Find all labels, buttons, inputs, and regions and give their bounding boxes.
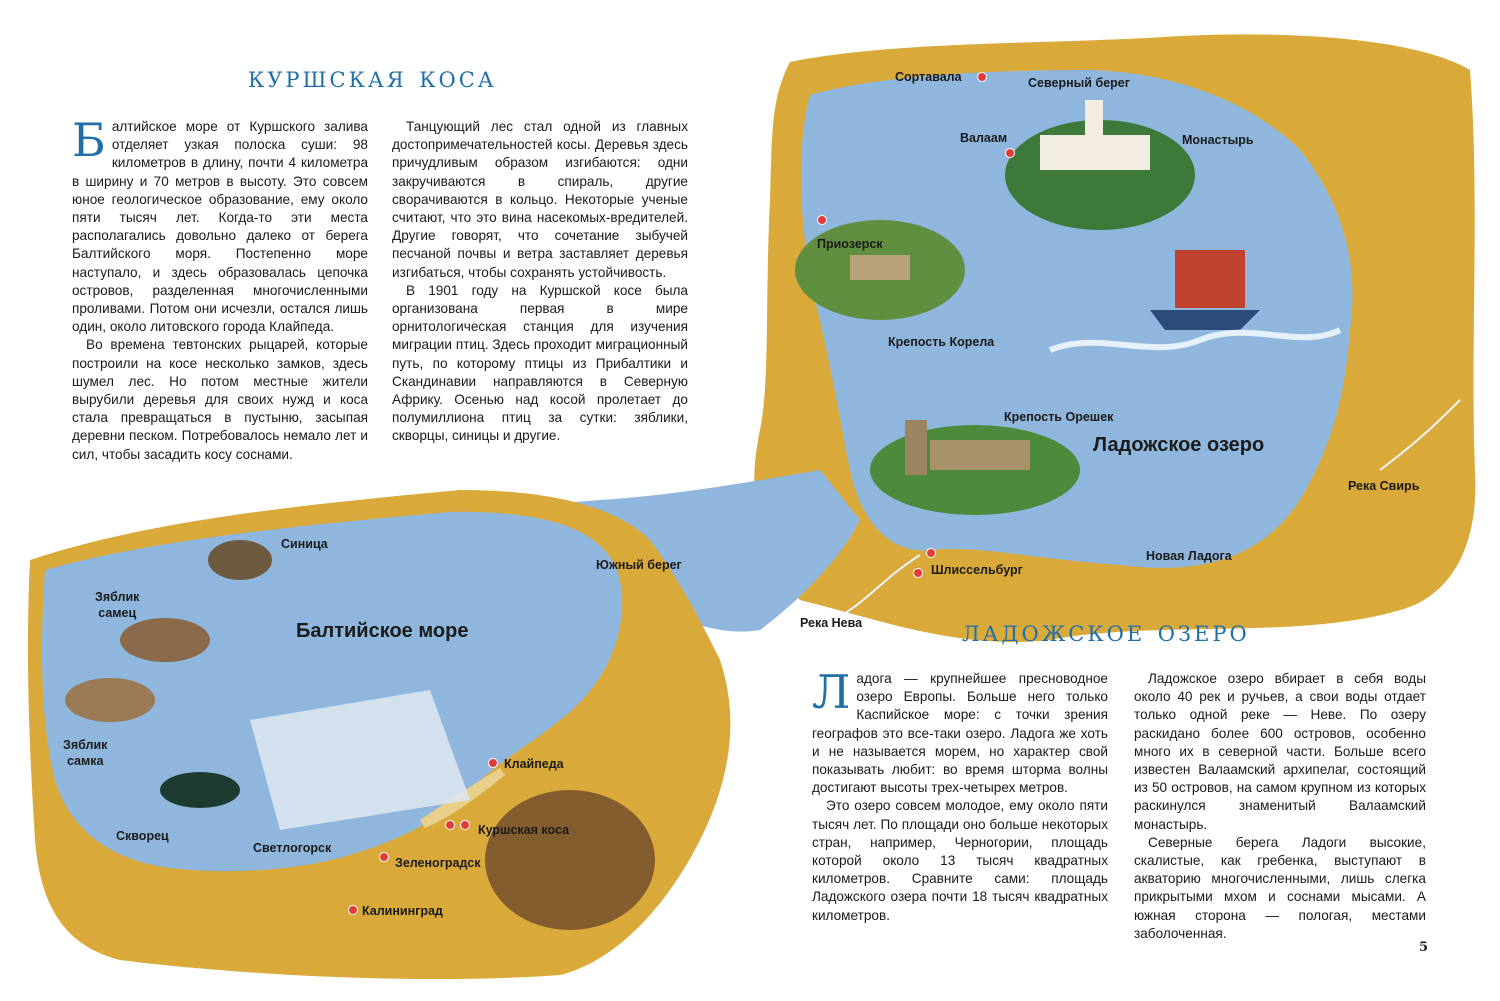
label-zyablik-female: Зяблик самка bbox=[63, 738, 108, 768]
label-sortavala: Сортавала bbox=[895, 70, 962, 84]
paragraph-text: адога — крупнейшее пресноводное озеро Европы. Больше него только Каспийское море: с точки зрения географов это все-таки озеро. Ладога же хоть и не называется морем, но характер свой показывать любит: во время шторма волны достигают высоты трех-четырех метров. bbox=[812, 671, 1108, 796]
dropcap: Б bbox=[72, 113, 106, 167]
kurshskaya-col1-p2: Во времена тевтонских рыцарей, которые построили на косе несколько замков, здесь шумел лес. Но потом местные жители вырубили деревья для своих нужд и коса стала превращаться в пустыню, засыпая деревни песком. Потребовалось немало лет и сил, чтобы засадить косу соснами. bbox=[72, 337, 368, 462]
label-valaam: Валаам bbox=[960, 131, 1008, 145]
zyablik-male-bird bbox=[120, 618, 210, 662]
kurshskaya-title: куршская коса bbox=[248, 60, 497, 95]
paragraph-text: алтийское море от Куршского залива отделяет узкая полоска суши: 98 километров в длину, почти 4 километра в ширину и 70 метров в высоту. Это совсем юное геологическое образование, ему около пяти тысяч лет. Когда-то эти места располагались довольно далеко от берега Балтийского моря. Постепенно море наступало, и здесь образовалась цепочка островов, разделенная многочисленными проливами. Потом они исчезли, остался лишь один, около литовского города Клайпеда. bbox=[72, 119, 368, 335]
label-ladoga-lake: Ладожское озеро bbox=[1093, 434, 1265, 456]
kaliningrad-marker bbox=[348, 905, 358, 915]
label-neva: Река Нева bbox=[800, 616, 863, 630]
ladoga-col2-p1: Ладожское озеро вбирает в себя воды около 40 рек и ручьев, а свои воды отдает только одной реке — Неве. По озеру раскидано более 600 островов, особенно много их в северной части. Больше всего известен Валаамский архипелаг, состоящий из 50 островов, на самом крупном из которых раскинулся знаменитый Валаамский монастырь. bbox=[1134, 671, 1426, 832]
ladoga-col2-p2: Северные берега Ладоги высокие, скалистые, как гребенка, выступают в акваторию многочисленными, лишь слегка прикрытыми мхом и соснами мысами. А южная сторона — пологая, местами заболоченная. bbox=[1134, 834, 1426, 941]
shlisselburg-marker-2 bbox=[913, 568, 923, 578]
kurshskaya-marker-1 bbox=[445, 820, 455, 830]
ladoga-title: ладожское озеро bbox=[962, 614, 1250, 649]
label-klaipeda: Клайпеда bbox=[504, 757, 564, 771]
ladoga-col1-p1 bbox=[812, 665, 1108, 797]
valaam-marker bbox=[1005, 148, 1015, 158]
label-svetlogorsk: Светлогорск bbox=[253, 841, 332, 855]
ladoga-col1-p2: Это озеро совсем молодое, ему около пяти тысяч лет. По площади оно больше некоторых стран, например, Черногории, площадь которой около 13 тысяч квадратных километров. Сравните сами: площадь Ладожского озера почти 18 тысяч квадратных километров. bbox=[812, 798, 1108, 923]
kurshskaya-col2-p2: В 1901 году на Куршской косе была организована первая в мире орнитологическая станция для изучения миграции птиц. Здесь проходит миграционный путь, по которому птицы из Прибалтики и Скандинавии направляются в Северную Африку. Осенью над косой пролетает до полумиллиона птиц за сутки: зяблики, скворцы, синицы и другие. bbox=[392, 282, 688, 444]
kurshskaya-col2-p1: Танцующий лес стал одной из главных достопримечательностей косы. Деревья здесь причудливым образом изгибаются: одни закручиваются в спираль, другие сворачиваются в кольцо. Некоторые ученые считают, что это вина насекомых-вредителей. Другие говорят, что сочетание зыбучей песчаной почвы и ветра заставляет деревья изгибаться, чтобы сохранять устойчивость. bbox=[392, 119, 688, 280]
label-priozersk: Приозерск bbox=[817, 237, 883, 251]
kurshskaya-marker-2 bbox=[460, 820, 470, 830]
label-monastery: Монастырь bbox=[1182, 133, 1254, 147]
klaipeda-marker bbox=[488, 758, 498, 768]
label-novaya-ladoga: Новая Ладога bbox=[1146, 549, 1232, 563]
monastery-building bbox=[1040, 135, 1150, 170]
zelenogradsk-marker bbox=[379, 852, 389, 862]
label-zyablik-male: Зяблик самец bbox=[95, 590, 140, 620]
sinitsa-bird bbox=[208, 540, 272, 580]
kurshskaya-col1-p1 bbox=[72, 113, 368, 336]
page-number: 5 bbox=[1419, 940, 1429, 955]
sortavala-marker bbox=[977, 72, 987, 82]
dancing-forest bbox=[485, 790, 655, 930]
label-north-shore: Северный берег bbox=[1028, 76, 1130, 90]
kurshskaya-col1 bbox=[72, 113, 368, 464]
ladoga-col2 bbox=[1134, 670, 1426, 943]
ladoga-col1 bbox=[812, 665, 1108, 925]
label-zelenogradsk: Зеленоградск bbox=[395, 856, 481, 870]
label-sinitsa: Синица bbox=[281, 537, 328, 551]
label-south-shore: Южный берег bbox=[596, 558, 682, 572]
shlisselburg-marker-1 bbox=[926, 548, 936, 558]
oreshek-fort bbox=[930, 440, 1030, 470]
label-svir: Река Свирь bbox=[1348, 479, 1420, 493]
label-kurshskaya-kosa: Куршская коса bbox=[478, 823, 570, 837]
zyablik-female-bird bbox=[65, 678, 155, 722]
label-shlisselburg: Шлиссельбург bbox=[931, 563, 1023, 577]
label-korela: Крепость Корела bbox=[888, 335, 995, 349]
dropcap: Л bbox=[812, 665, 851, 719]
priozersk-marker bbox=[817, 215, 827, 225]
label-oreshek: Крепость Орешек bbox=[1004, 410, 1114, 424]
label-kaliningrad: Калининград bbox=[362, 904, 443, 918]
label-skvorets: Скворец bbox=[116, 829, 169, 843]
oreshek-tower bbox=[905, 420, 927, 475]
kurshskaya-col2 bbox=[392, 118, 688, 446]
korela-fort bbox=[850, 255, 910, 280]
skvorets-bird bbox=[160, 772, 240, 808]
monastery-tower bbox=[1085, 100, 1103, 140]
label-baltic-sea: Балтийское море bbox=[296, 620, 469, 642]
boat-sail bbox=[1175, 250, 1245, 308]
